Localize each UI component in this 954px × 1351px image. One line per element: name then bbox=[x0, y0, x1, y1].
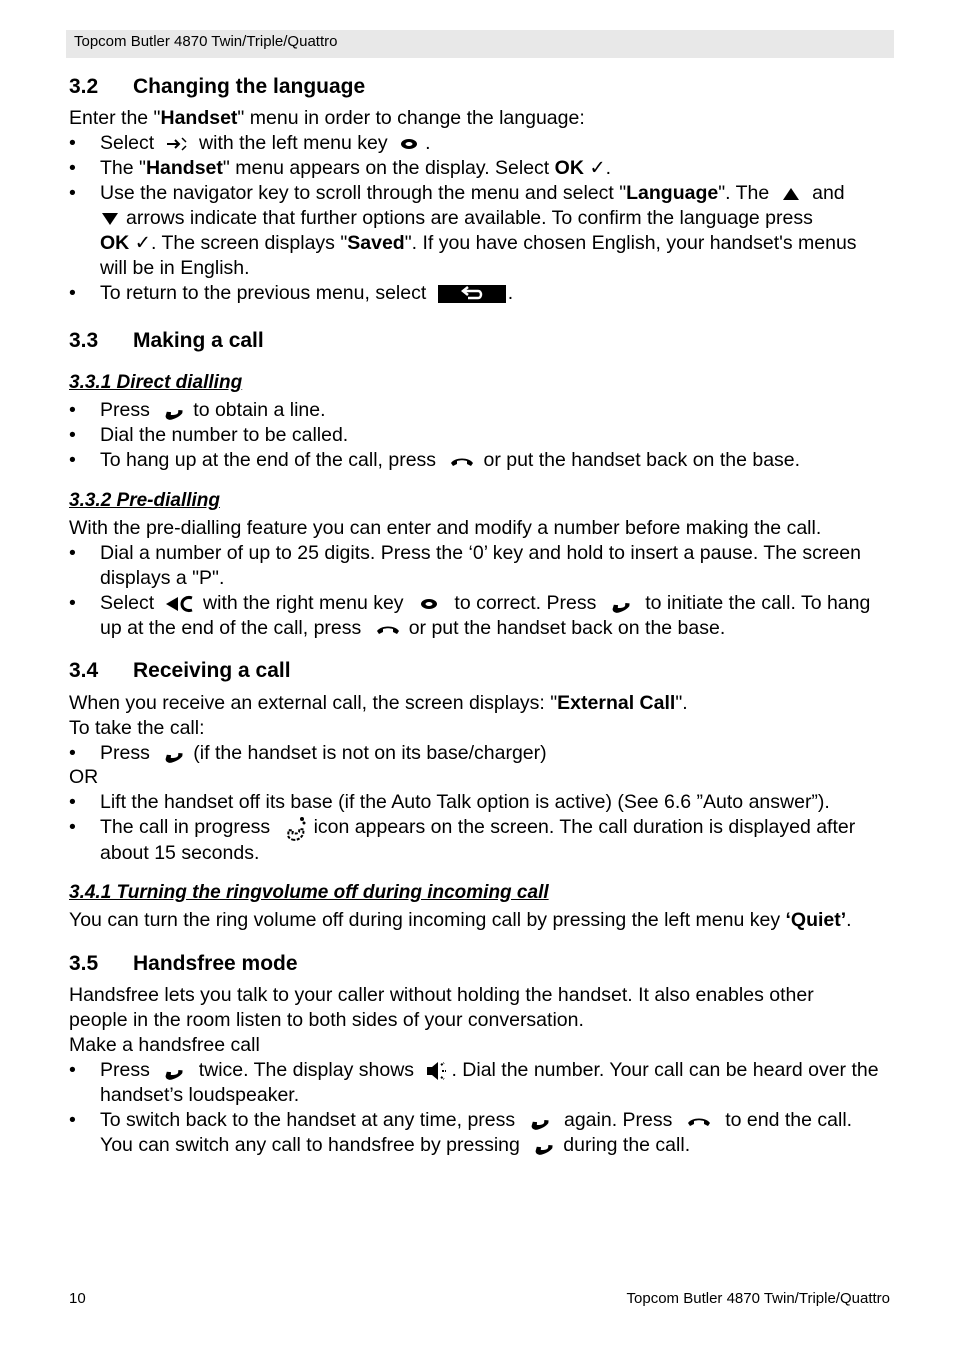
phone-icon bbox=[527, 1110, 553, 1132]
hang-up-icon bbox=[375, 622, 401, 636]
page-header bbox=[66, 30, 894, 58]
right-menu-key-icon bbox=[419, 598, 439, 610]
clear-icon bbox=[164, 595, 196, 613]
call-in-progress-icon bbox=[282, 815, 308, 841]
handset-menu-icon bbox=[164, 134, 190, 154]
phone-icon bbox=[161, 1060, 187, 1082]
page-number: 10 bbox=[69, 1290, 86, 1307]
phone-icon bbox=[161, 743, 187, 765]
back-icon bbox=[438, 285, 506, 303]
paragraph: Enter the "Handset" menu in order to change the language: bbox=[69, 107, 585, 129]
paragraph: To take the call: bbox=[69, 717, 205, 739]
paragraph: Make a handsfree call bbox=[69, 1034, 260, 1056]
or-text: OR bbox=[69, 766, 99, 788]
speaker-icon bbox=[425, 1060, 449, 1082]
section-title-3-5: 3.5 Handsfree mode bbox=[69, 952, 298, 975]
checkmark-icon: ✓ bbox=[134, 232, 152, 254]
subsection-title-3-4-1: 3.4.1 Turning the ringvolume off during incoming call bbox=[69, 882, 549, 903]
subsection-title-3-3-1: 3.3.1 Direct dialling bbox=[69, 372, 243, 393]
header-title: Topcom Butler 4870 Twin/Triple/Quattro bbox=[74, 33, 338, 50]
paragraph: You can turn the ring volume off during incoming call by pressing the left menu key ‘Quiet’. bbox=[69, 909, 852, 931]
section-title-3-2: 3.2 Changing the language bbox=[69, 75, 366, 98]
hang-up-icon bbox=[686, 1114, 712, 1128]
phone-icon bbox=[161, 400, 187, 422]
section-title-3-3: 3.3 Making a call bbox=[69, 329, 264, 352]
checkmark-icon: ✓ bbox=[589, 157, 606, 179]
subsection-title-3-3-2: 3.3.2 Pre-dialling bbox=[69, 490, 220, 511]
hang-up-icon bbox=[449, 454, 475, 468]
paragraph: Handsfree lets you talk to your caller without holding the handset. It also enables other people in the room listen to both sides of your conversation. bbox=[69, 984, 814, 1031]
left-menu-key-icon bbox=[399, 138, 419, 150]
section-title-3-4: 3.4 Receiving a call bbox=[69, 659, 291, 682]
paragraph: When you receive an external call, the screen displays: "External Call". bbox=[69, 692, 688, 714]
paragraph: With the pre-dialling feature you can enter and modify a number before making the call. bbox=[69, 517, 822, 539]
footer-title: Topcom Butler 4870 Twin/Triple/Quattro bbox=[626, 1290, 890, 1307]
arrow-up-icon bbox=[781, 186, 801, 202]
phone-icon bbox=[531, 1135, 557, 1157]
arrow-down-icon bbox=[100, 211, 120, 227]
phone-icon bbox=[608, 593, 634, 615]
